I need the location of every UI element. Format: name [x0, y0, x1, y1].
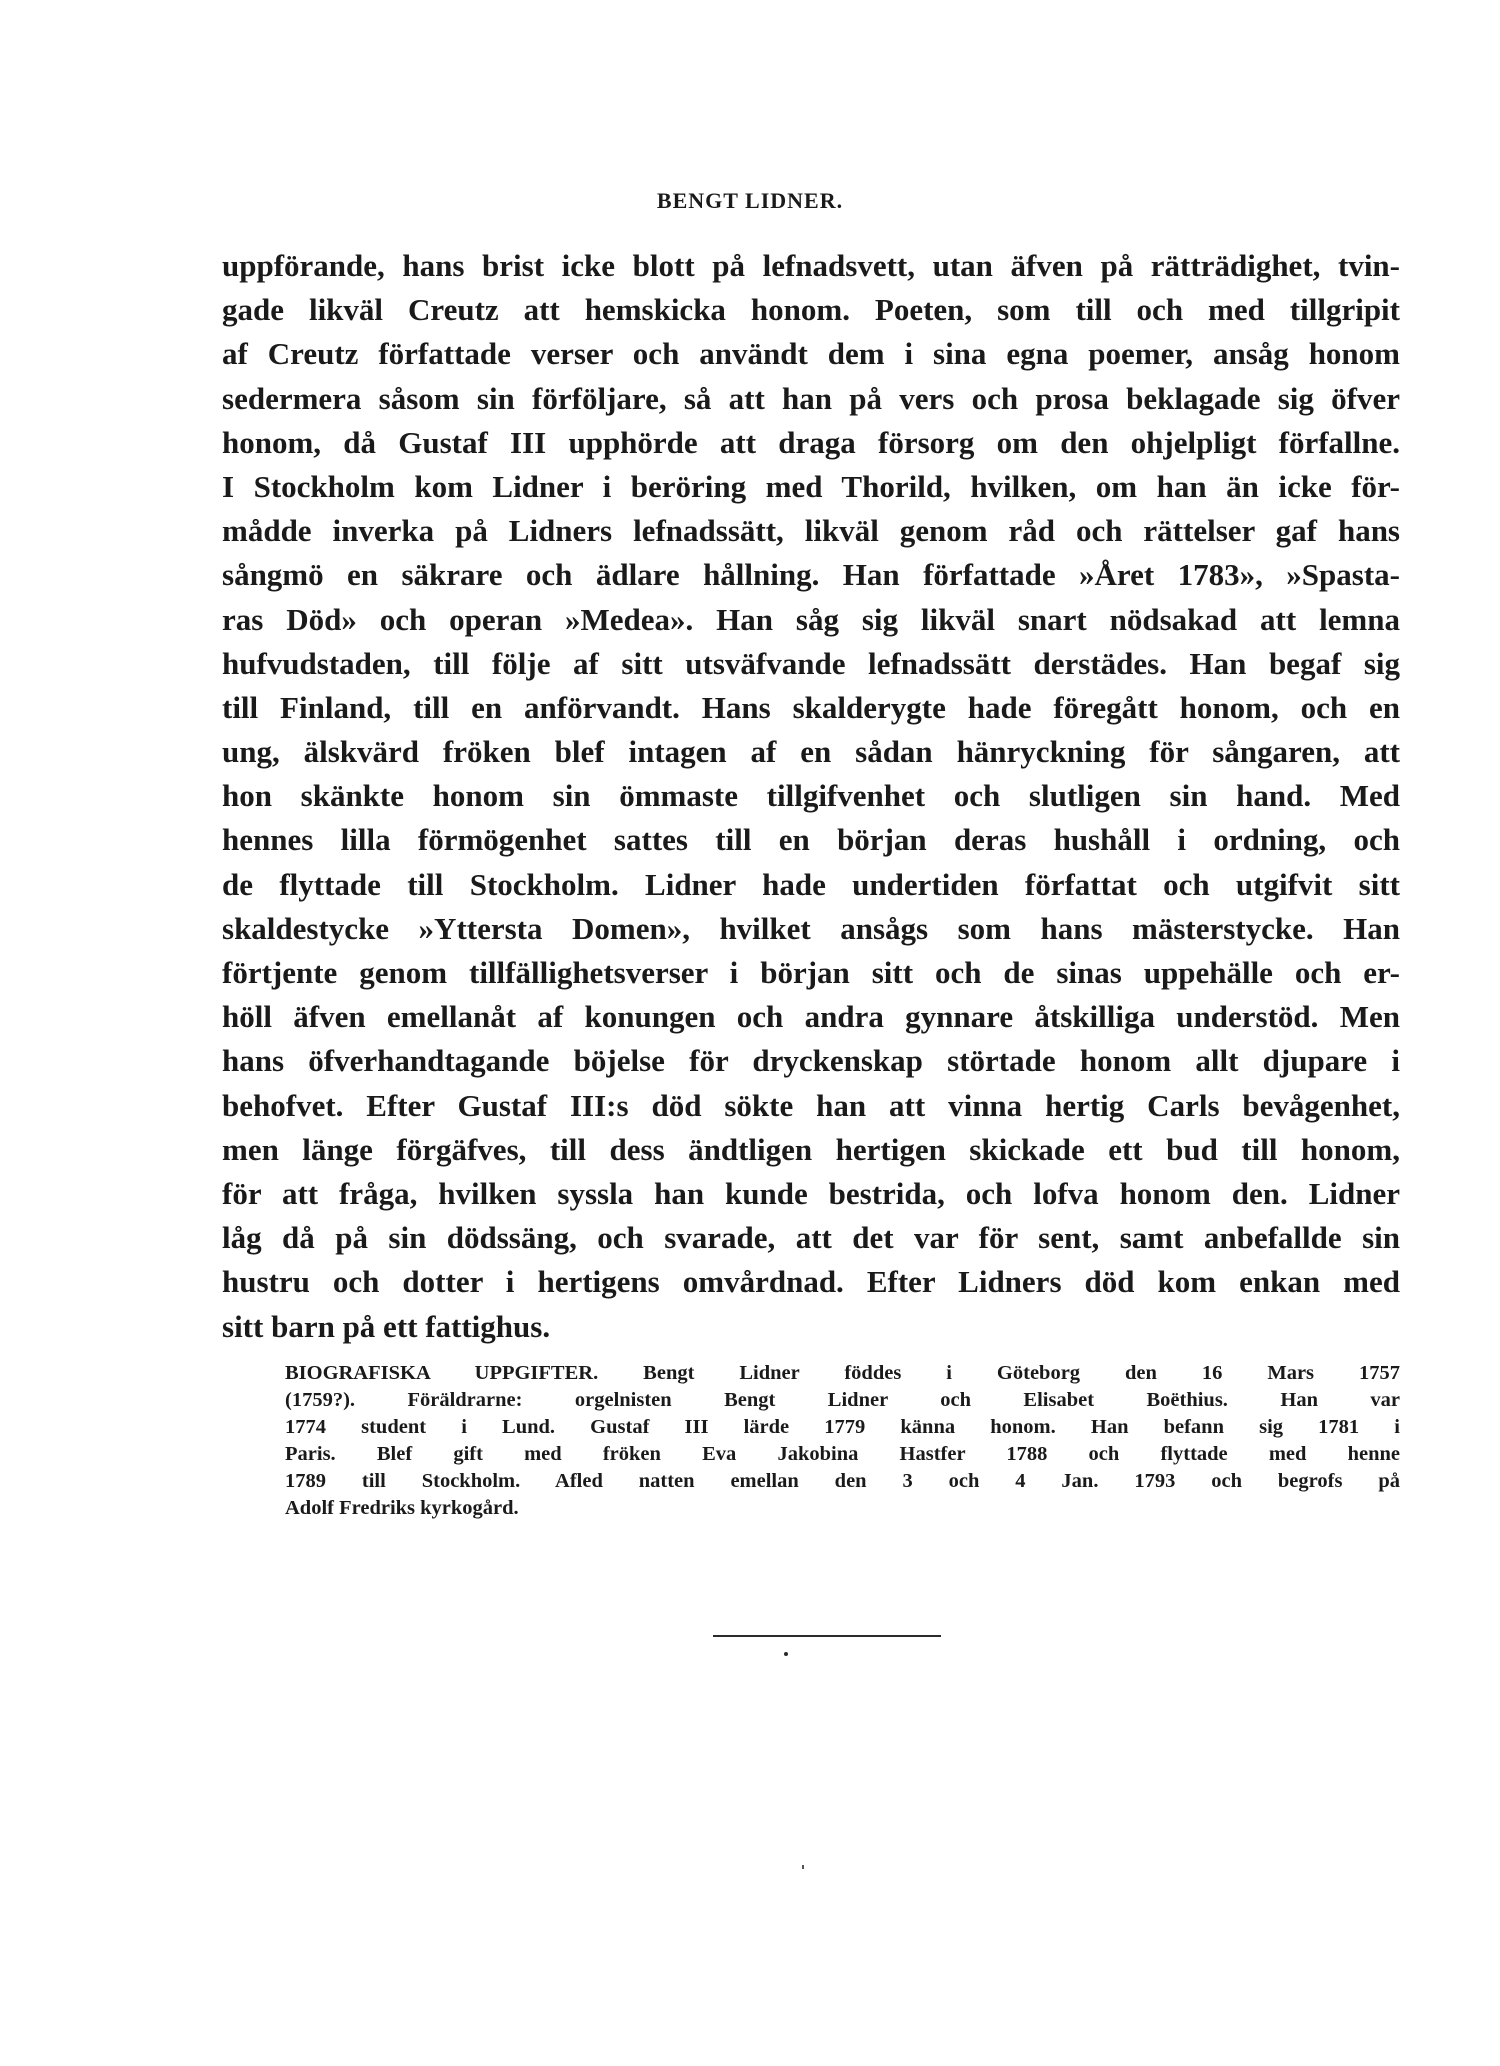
text-line: gade likväl Creutz att hemskicka honom. Poeten, som till och med tillgripit: [222, 292, 1400, 328]
biographical-notes: [285, 1360, 1400, 1522]
text-line: hon skänkte honom sin ömmaste tillgifvenhet och slutligen sin hand. Med: [222, 778, 1400, 814]
note-line: 1774 student i Lund. Gustaf III lärde 1779 känna honom. Han befann sig 1781 i: [285, 1416, 1400, 1438]
note-line: (1759?). Föräldrarne: orgelnisten Bengt Lidner och Elisabet Boëthius. Han var: [285, 1389, 1400, 1411]
text-line: mådde inverka på Lidners lefnadssätt, likväl genom råd och rättelser gaf hans: [222, 513, 1400, 549]
text-line: förtjente genom tillfällighetsverser i början sitt och de sinas uppehälle och er-: [222, 955, 1400, 990]
text-line: hufvudstaden, till följe af sitt utsväfvande lefnadssätt derstädes. Han begaf sig: [222, 645, 1400, 681]
text-line: sedermera såsom sin förföljare, så att han på vers och prosa beklagade sig öfver: [222, 380, 1400, 416]
text-line: de flyttade till Stockholm. Lidner hade undertiden författat och utgifvit sitt: [222, 866, 1400, 902]
text-line: höll äfven emellanåt af konungen och andra gynnare åtskilliga understöd. Men: [222, 999, 1400, 1035]
running-head: BENGT LIDNER.: [656, 188, 844, 213]
text-line: hennes lilla förmögenhet sattes till en början deras hushåll i ordning, och: [222, 822, 1400, 858]
section-divider: [713, 1635, 941, 1637]
note-line: 1789 till Stockholm. Afled natten emellan den 3 och 4 Jan. 1793 och begrofs på: [285, 1470, 1400, 1492]
divider-dot: [784, 1652, 788, 1656]
text-line: ung, älskvärd fröken blef intagen af en sådan hänryckning för sångaren, att: [222, 734, 1400, 770]
note-line: Adolf Fredriks kyrkogård.: [285, 1497, 519, 1519]
text-line: skaldestycke »Yttersta Domen», hvilket ansågs som hans mästerstycke. Han: [222, 910, 1400, 946]
text-line: hans öfverhandtagande böjelse för dryckenskap störtade honom allt djupare i: [222, 1043, 1400, 1079]
text-line: låg då på sin dödssäng, och svarade, att det var för sent, samt anbefallde sin: [222, 1220, 1400, 1256]
main-text: [222, 244, 1400, 1349]
text-line: ras Död» och operan »Medea». Han såg sig likväl snart nödsakad att lemna: [222, 601, 1400, 637]
text-line: uppförande, hans brist icke blott på lefnadsvett, utan äfven på rätträdighet, tvin-: [222, 248, 1400, 283]
print-speck: [802, 1865, 804, 1869]
text-line: men länge förgäfves, till dess ändtligen hertigen skickade ett bud till honom,: [222, 1131, 1400, 1167]
text-line: behofvet. Efter Gustaf III:s död sökte han att vinna hertig Carls bevågenhet,: [222, 1087, 1400, 1123]
note-line: BIOGRAFISKA UPPGIFTER. Bengt Lidner föddes i Göteborg den 16 Mars 1757: [285, 1362, 1400, 1384]
text-line: hustru och dotter i hertigens omvårdnad. Efter Lidners död kom enkan med: [222, 1264, 1400, 1300]
text-line: till Finland, till en anförvandt. Hans skalderygte hade föregått honom, och en: [222, 689, 1400, 725]
text-line: sångmö en säkrare och ädlare hållning. Han författade »Året 1783», »Spasta-: [222, 557, 1400, 593]
text-line: I Stockholm kom Lidner i beröring med Thorild, hvilken, om han än icke för-: [222, 468, 1400, 504]
note-line: Paris. Blef gift med fröken Eva Jakobina Hastfer 1788 och flyttade med henne: [285, 1443, 1400, 1465]
text-line: honom, då Gustaf III upphörde att draga försorg om den ohjelpligt förfallne.: [222, 424, 1400, 460]
text-line: sitt barn på ett fattighus.: [222, 1308, 551, 1344]
text-line: för att fråga, hvilken syssla han kunde bestrida, och lofva honom den. Lidner: [222, 1175, 1400, 1211]
text-line: af Creutz författade verser och användt dem i sina egna poemer, ansåg honom: [222, 336, 1400, 372]
